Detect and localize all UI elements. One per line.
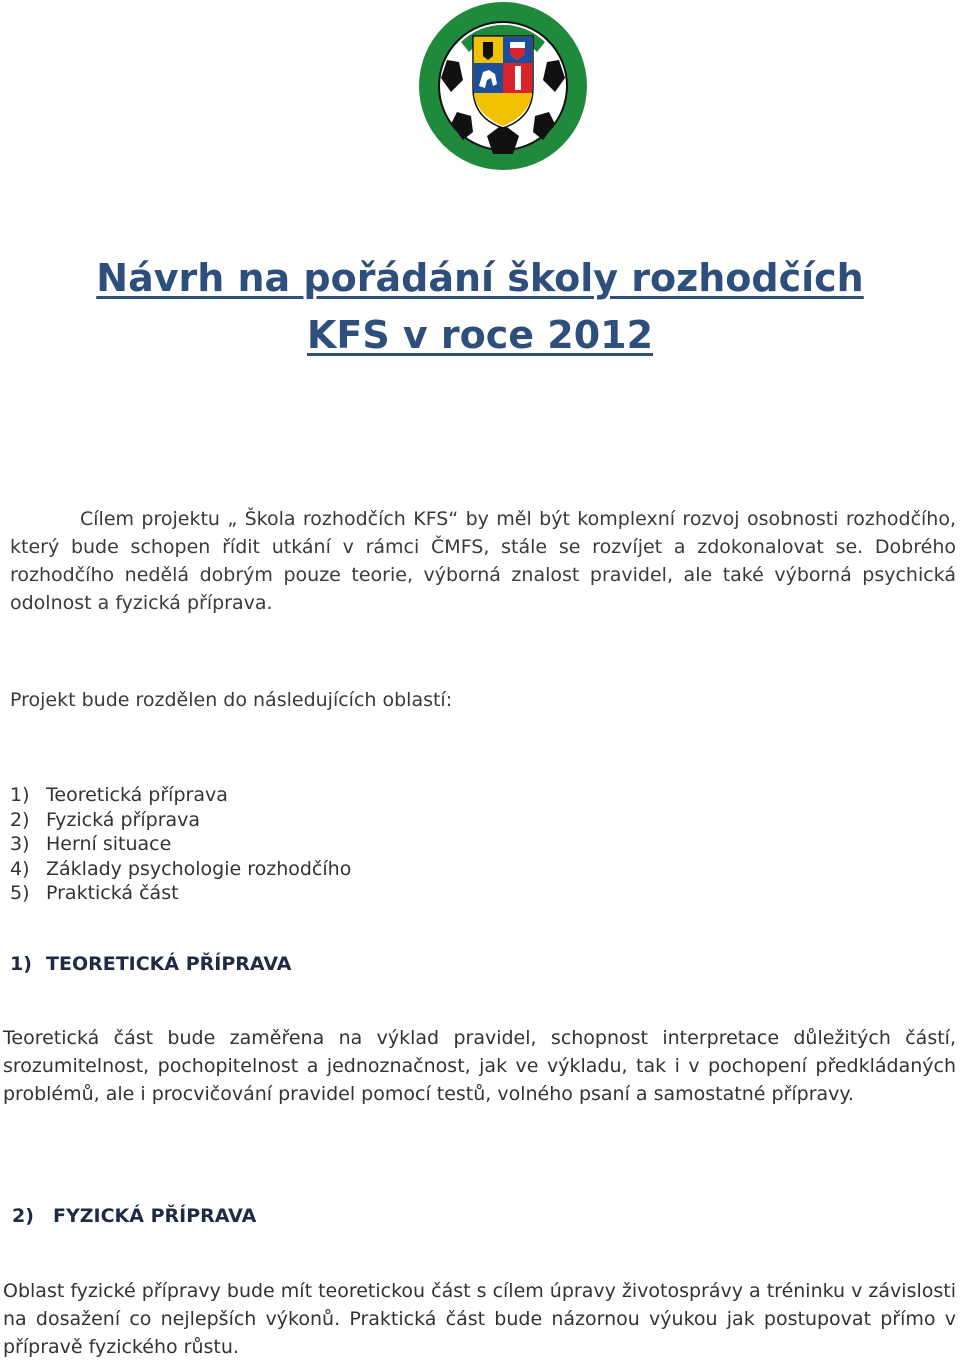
section-heading-physical: 2) FYZICKÁ PŘÍPRAVA [12,1205,257,1227]
intro-paragraph: Cílem projektu „ Škola rozhodčích KFS“ by měl být komplexní rozvoj osobnosti rozhodčího, který bude schopen řídit utkání v rámci ČMFS, stále se rozvíjet a zdokonalovat se. Dobrého rozhodčího nedělá dobrým pouze teorie, výborná znalost pravidel, ale také výborná psychická odolnost a fyzická příprava. [10,508,956,614]
list-item: 2) Fyzická příprava [10,808,201,831]
page-title-line-2: KFS v roce 2012 [306,313,654,357]
section-heading-theory: 1) TEORETICKÁ PŘÍPRAVA [10,953,292,975]
areas-list [10,783,351,906]
physical-paragraph: Oblast fyzické přípravy bude mít teoretickou část s cílem úpravy životosprávy a tréninku v závislosti na dosažení co nejlepších výkonů. Praktická část bude názornou výukou jak postupovat přímo v přípravě fyzického růstu. [3,1280,956,1358]
areas-intro: Projekt bude rozdělen do následujících oblastí: [10,689,453,711]
list-item: 4) Základy psychologie rozhodčího [10,857,352,880]
list-item: 1) Teoretická příprava [10,784,228,806]
theory-paragraph: Teoretická část bude zaměřena na výklad pravidel, schopnost interpretace důležitých částí, srozumitelnost, pochopitelnost a jednoznačnost, jak ve výkladu, tak i v pochopení předkládaných problémů, ale i procvičování pravidel pomocí testů, volného psaní a samostatné přípravy. [3,1027,956,1105]
page-title-line-1: Návrh na pořádání školy rozhodčích [96,256,864,300]
kfs-logo [417,0,589,172]
list-item: 5) Praktická část [10,882,179,904]
list-item: 3) Herní situace [10,833,172,855]
shield-icon [473,36,533,128]
